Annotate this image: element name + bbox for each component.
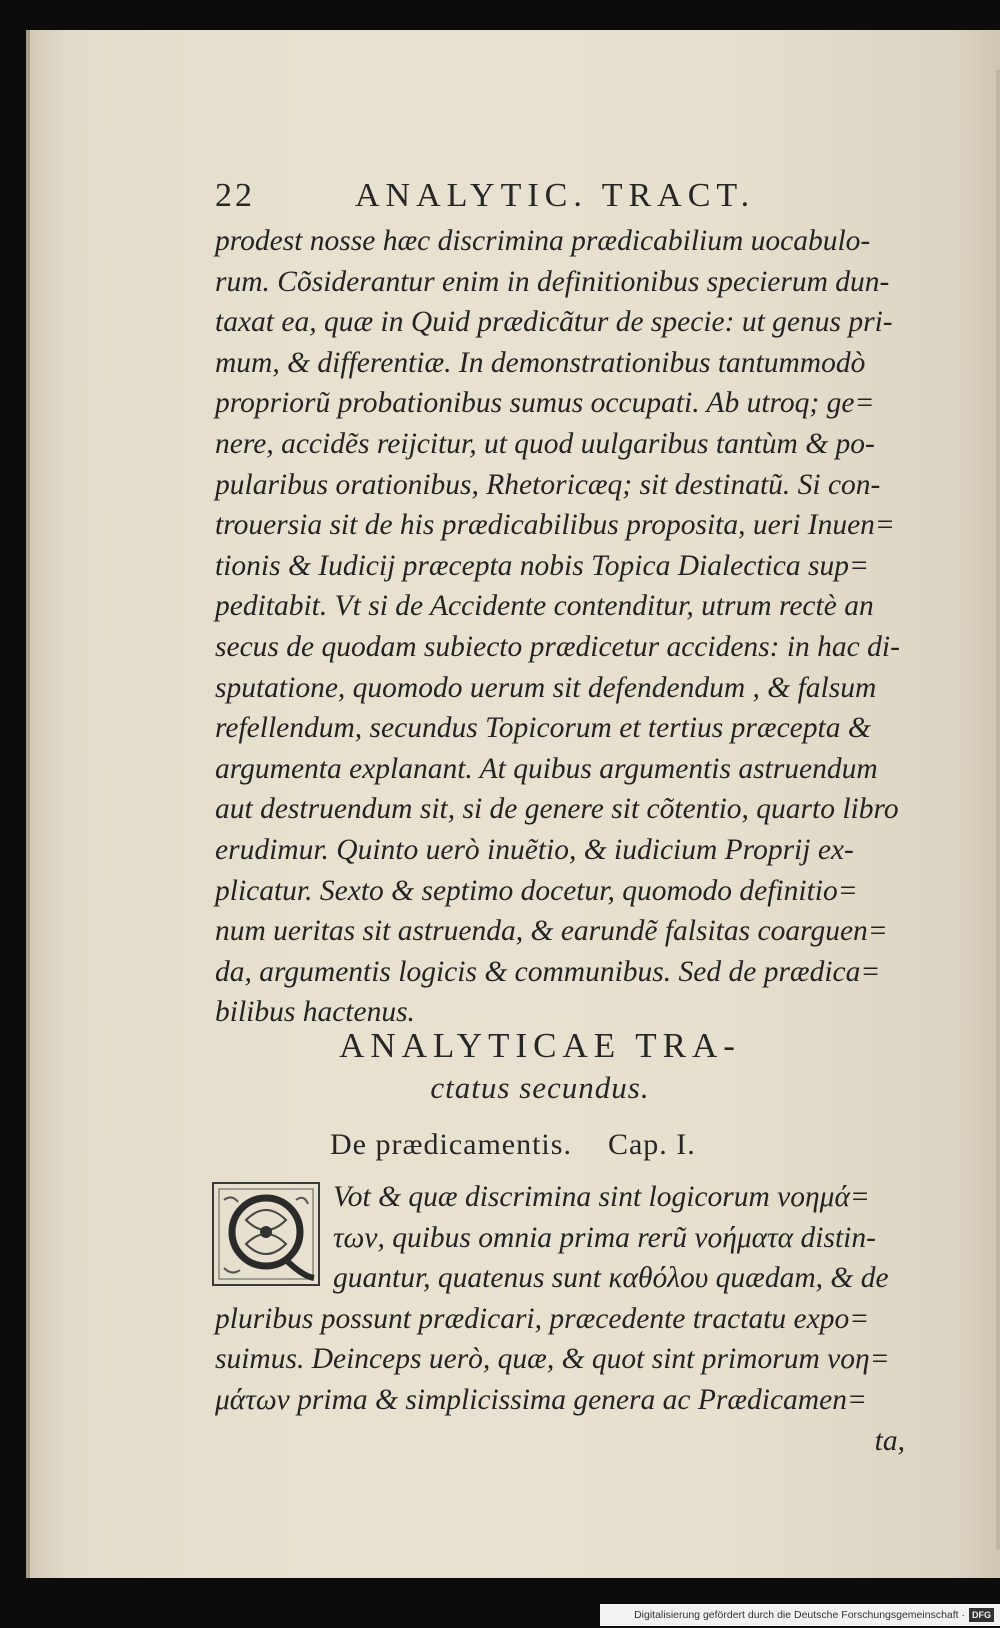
section-title-main: ANALYTICAE TRA- [339,1026,741,1065]
page-edge [996,70,1000,1550]
page-number: 22 [215,177,255,214]
text-line: pularibus orationibus, Rhetoricæq; sit destinatũ. Si con- [215,468,881,501]
chapter-title: De prædicamentis. [330,1128,572,1161]
text-line: των, quibus omnia prima rerũ νοήματα distin- [333,1221,876,1254]
text-line: pluribus possunt prædicari, præcedente tractatu expo= [215,1302,870,1335]
text-line: μάτων prima & simplicissima genera ac Prædicamen= [215,1383,867,1416]
text-line: argumenta explanant. At quibus argumentis astruendum [215,752,878,785]
text-line: bilibus hactenus. [215,996,415,1029]
chapter-number: Cap. I. [607,1128,696,1161]
text-line: ta, [874,1424,905,1457]
chapter-heading [330,1128,850,1162]
text-line: refellendum, secundus Topicorum et tertius præcepta & [215,712,871,745]
text-line: num ueritas sit astruenda, & earundẽ falsitas coarguen= [215,915,888,948]
text-line: sputatione, quomodo uerum sit defendendum , & falsum [215,671,877,704]
text-line: trouersia sit de his prædicabilibus proposita, ueri Inuen= [215,509,895,542]
digitization-footer [600,1604,1000,1626]
text-line: aut destruendum sit, si de genere sit cõtentio, quarto libro [215,793,899,826]
text-line: nere, accidẽs reijcitur, ut quod uulgaribus tantùm & po- [215,427,875,460]
section-title [215,1025,865,1109]
text-line: mum, & differentiæ. In demonstrationibus tantummodò [215,346,866,379]
text-line: erudimur. Quinto uerò inuẽtio, & iudicium Proprij ex- [215,833,854,866]
text-line: peditabit. Vt si de Accidente contenditur, utrum rectè an [215,590,874,623]
dfg-logo-icon: DFG [969,1608,994,1622]
text-line: prodest nosse hæc discrimina prædicabilium uocabulo- [215,225,871,257]
footer-text: Digitalisierung gefördert durch die Deutsche Forschungsgemeinschaft · [634,1609,965,1621]
text-line: tionis & Iudicij præcepta nobis Topica Dialectica sup= [215,549,869,582]
text-line: da, argumentis logicis & communibus. Sed de prædica= [215,955,881,988]
text-line: taxat ea, quæ in Quid prædicãtur de specie: ut genus pri- [215,306,893,339]
running-header [215,177,815,227]
text-line: plicatur. Sexto & septimo docetur, quomodo definitio= [215,874,858,907]
text-line: secus de quodam subiecto prædicetur accidens: in hac di- [215,630,900,663]
text-line: propriorũ probationibus sumus occupati. Ab utroq; ge= [215,387,875,420]
text-line: Vot & quæ discrimina sint logicorum νοημά= [333,1181,870,1213]
body-paragraph [215,221,905,1033]
chapter-paragraph [215,1177,905,1461]
text-line: guantur, quatenus sunt καθόλου quædam, & de [333,1262,889,1295]
text-line: suimus. Deinceps uerò, quæ, & quot sint primorum νοη= [215,1343,890,1376]
text-line: rum. Cõsiderantur enim in definitionibus specierum dun- [215,265,890,298]
running-title: ANALYTIC. TRACT. [355,177,756,214]
section-title-sub: ctatus secundus. [430,1070,650,1105]
